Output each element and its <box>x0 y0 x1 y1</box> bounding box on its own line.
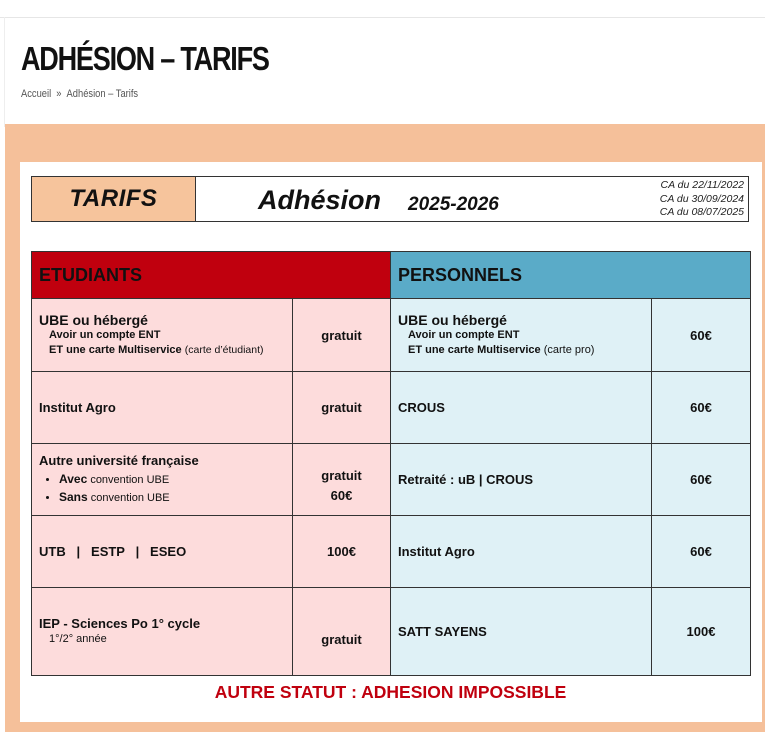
etud-price-avec: gratuit <box>321 467 362 483</box>
pers-sub-2-text: ET une carte Multiservice <box>408 344 541 356</box>
etud-sub-1: Avoir un compte ENT <box>49 329 161 341</box>
tariff-table <box>31 251 751 676</box>
pers-sub-2 <box>408 343 644 358</box>
bullet-bold: Avec <box>59 471 88 486</box>
table-row <box>32 372 751 444</box>
etud-cell <box>32 588 293 676</box>
personnels-header: PERSONNELS <box>391 252 751 299</box>
etud-sub-2 <box>49 343 285 358</box>
etud-label: Autre université française <box>39 452 199 468</box>
pers-cell <box>391 444 652 516</box>
breadcrumb-current: Adhésion – Tarifs <box>66 88 139 100</box>
pers-label: UBE ou hébergé <box>398 312 507 328</box>
pers-sub-2-note: (carte pro) <box>543 344 595 356</box>
etud-cell <box>32 516 293 588</box>
etud-price-stack <box>293 444 391 516</box>
etud-sub: 1°/2° année <box>49 633 107 645</box>
pers-cell <box>391 588 652 676</box>
bullet-text: convention UBE <box>90 473 170 486</box>
price-stack <box>300 454 383 506</box>
pers-label: Retraité : uB | CROUS <box>398 471 534 487</box>
table-row <box>32 588 751 676</box>
etud-price: gratuit <box>293 372 391 444</box>
etud-label: IEP - Sciences Po 1° cycle <box>39 616 201 631</box>
tariff-header-box <box>31 176 749 222</box>
pers-price: 60€ <box>652 516 751 588</box>
breadcrumb-home-link[interactable]: Accueil <box>21 88 52 100</box>
pers-price: 60€ <box>652 299 751 372</box>
table-row <box>32 444 751 516</box>
pers-price: 60€ <box>652 444 751 516</box>
etud-cell <box>32 372 293 444</box>
etudiants-header: ETUDIANTS <box>32 252 391 299</box>
pers-price: 100€ <box>652 588 751 676</box>
pers-price: 60€ <box>652 372 751 444</box>
footer-note: AUTRE STATUT : ADHESION IMPOSSIBLE <box>214 682 567 702</box>
adhesion-title: Adhésion <box>258 185 382 215</box>
bullet-text: convention UBE <box>90 491 170 504</box>
etud-price-sans: 60€ <box>330 487 353 503</box>
etud-price: gratuit <box>293 299 391 372</box>
etud-price: 100€ <box>293 516 391 588</box>
table-header-row <box>32 252 751 299</box>
season-year: 2025-2026 <box>408 194 499 215</box>
breadcrumb-separator: » <box>56 88 62 100</box>
ca-dates <box>660 179 744 220</box>
bullet-bold: Sans <box>59 489 88 504</box>
table-row <box>32 516 751 588</box>
pers-label: SATT SAYENS <box>398 623 487 639</box>
page-title: ADHÉSION – TARIFS <box>21 40 269 77</box>
list-item <box>59 471 285 489</box>
left-border <box>4 17 5 127</box>
etud-cell <box>32 444 293 516</box>
etud-label: Institut Agro <box>39 399 116 415</box>
top-border <box>0 17 765 18</box>
convention-list <box>39 471 285 507</box>
pers-label: Institut Agro <box>398 543 475 559</box>
ca-date-1: CA du 22/11/2022 <box>660 179 744 191</box>
pers-label: CROUS <box>398 399 445 415</box>
etud-label: UTB | ESTP | ESEO <box>39 543 187 559</box>
tarifs-label: TARIFS <box>32 177 196 221</box>
etud-label: UBE ou hébergé <box>39 312 148 328</box>
breadcrumb <box>21 88 138 100</box>
etud-sub-2-note: (carte d’étudiant) <box>184 344 264 356</box>
table-row <box>32 299 751 372</box>
ca-date-2: CA du 30/09/2024 <box>659 192 744 205</box>
etud-cell <box>32 299 293 372</box>
etud-price: gratuit <box>293 588 391 676</box>
etud-sub-2-text: ET une carte Multiservice <box>49 344 182 356</box>
ca-date-3: CA du 08/07/2025 <box>659 206 744 218</box>
pers-cell <box>391 299 652 372</box>
pers-cell <box>391 372 652 444</box>
pers-cell <box>391 516 652 588</box>
list-item <box>59 489 285 507</box>
pers-sub-1: Avoir un compte ENT <box>408 329 520 341</box>
